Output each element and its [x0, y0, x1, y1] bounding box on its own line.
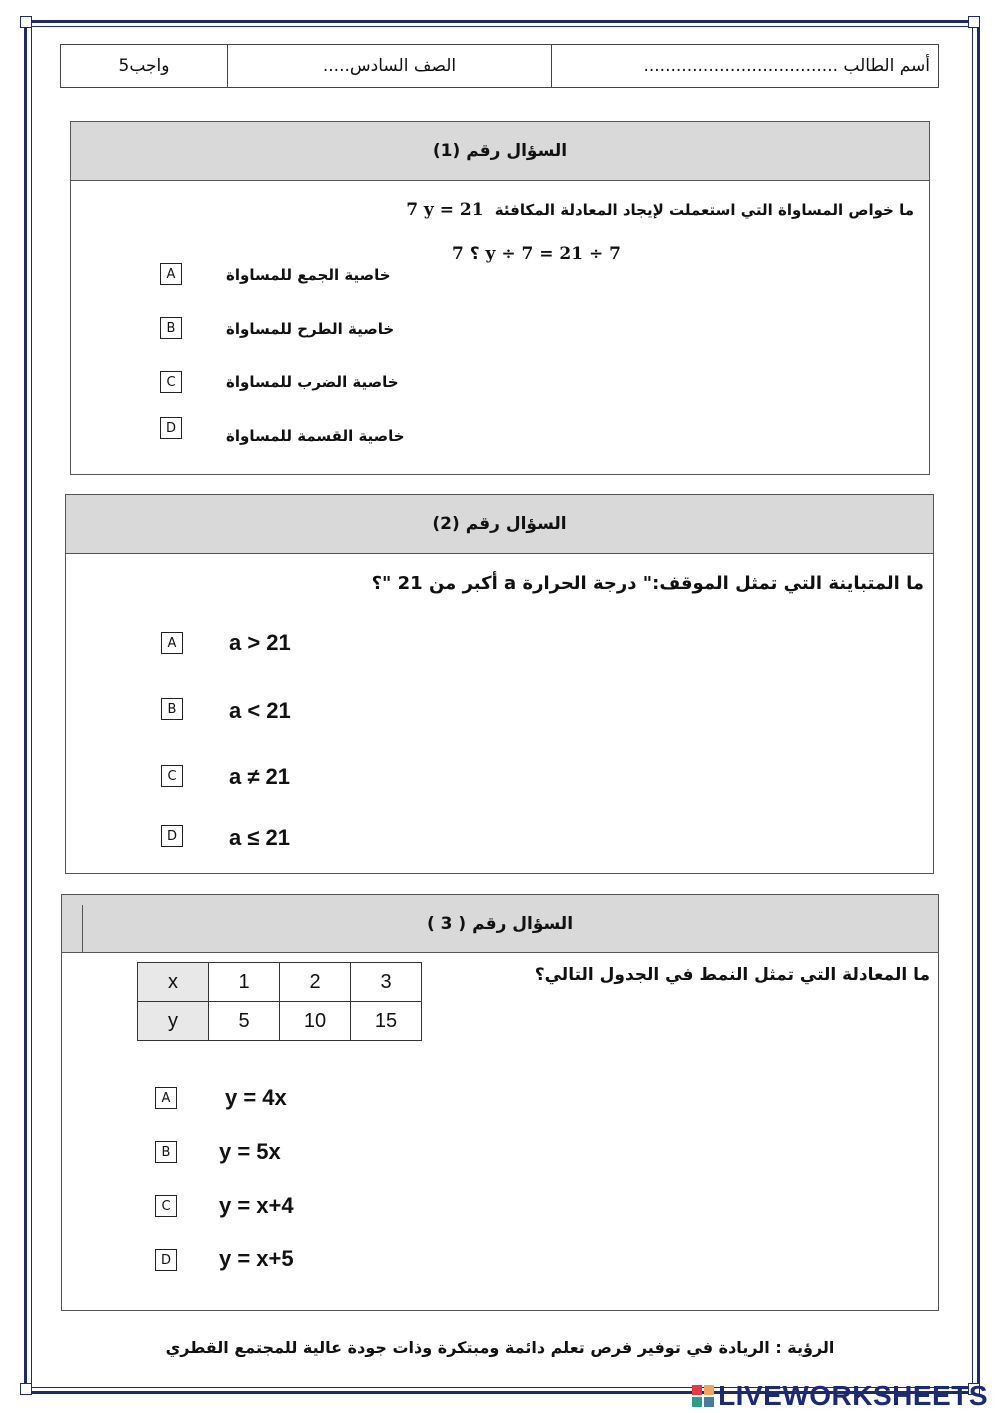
q2-option-c-checkbox[interactable]: C: [161, 765, 183, 787]
question-1-panel: [70, 121, 930, 475]
q3-option-a-label: y = 4x: [225, 1085, 287, 1110]
frame-corner: [20, 1383, 32, 1395]
frame-corner: [20, 16, 32, 28]
table-row: [138, 1002, 422, 1041]
question-2-text: ما المتباينة التي تمثل الموقف:" درجة الحرارة a أكبر من 21 "؟: [371, 573, 924, 594]
frame-corner: [968, 16, 980, 28]
table-cell-x-label: x: [138, 963, 209, 1002]
question-2-panel: [65, 494, 934, 874]
question-1-title: السؤال رقم (1): [71, 122, 929, 181]
table-cell-y-label: y: [138, 1002, 209, 1041]
q2-option-b-label: a < 21: [229, 698, 291, 723]
q1-option-a-label: خاصية الجمع للمساواة: [226, 266, 391, 284]
q1-option-b-label: خاصية الطرح للمساواة: [226, 320, 395, 338]
q2-option-b-checkbox[interactable]: B: [161, 698, 183, 720]
q3-option-a-checkbox[interactable]: A: [155, 1087, 177, 1109]
liveworksheets-logo[interactable]: [692, 1380, 988, 1412]
question-1-text: ما خواص المساواة التي استعملت لإيجاد المعادلة المكافئة 7 y = 21: [406, 200, 914, 220]
q3-option-b-checkbox[interactable]: B: [155, 1141, 177, 1163]
q3-option-d-checkbox[interactable]: D: [155, 1249, 177, 1271]
q3-option-b-label: y = 5x: [219, 1139, 281, 1164]
table-row: [138, 963, 422, 1002]
question-mark: ؟: [469, 244, 480, 264]
homework-label: واجب5: [118, 56, 170, 76]
question-3-text: ما المعادلة التي تمثل النمط في الجدول التالي؟: [534, 965, 930, 985]
q3-option-c-checkbox[interactable]: C: [155, 1195, 177, 1217]
q2-option-d-checkbox[interactable]: D: [161, 825, 183, 847]
q1-option-d-checkbox[interactable]: D: [160, 417, 182, 439]
table-cell: 5: [209, 1002, 280, 1041]
brand-text: LIVEWORKSHEETS: [718, 1380, 988, 1411]
q2-option-d-label: a ≤ 21: [229, 825, 291, 850]
header-divider: [82, 905, 83, 952]
grade-field[interactable]: الصف السادس.....: [227, 45, 551, 87]
q3-option-c-label: y = x+4: [219, 1193, 294, 1218]
question-3-title: السؤال رقم ( 3 ): [62, 895, 938, 953]
q2-option-a-label: a > 21: [229, 630, 291, 655]
q1-option-a-checkbox[interactable]: A: [160, 263, 182, 285]
equation-1: 7 y = 21: [406, 200, 484, 220]
q1-option-c-label: خاصية الضرب للمساواة: [226, 373, 399, 391]
table-cell: 10: [280, 1002, 351, 1041]
liveworksheets-icon: [692, 1385, 714, 1407]
q1-option-d-label: خاصية القسمة للمساواة: [226, 427, 405, 445]
question-2-title: السؤال رقم (2): [66, 495, 933, 554]
table-cell: 1: [209, 963, 280, 1002]
q1-option-b-checkbox[interactable]: B: [160, 317, 182, 339]
table-cell: 2: [280, 963, 351, 1002]
student-name-field[interactable]: أسم الطالب ....................................: [551, 45, 938, 87]
q1-option-c-checkbox[interactable]: C: [160, 371, 182, 393]
equation-2: 7 y ÷ 7 = 21 ÷ 7: [452, 244, 621, 264]
table-cell: 3: [351, 963, 422, 1002]
pattern-table: [137, 962, 422, 1041]
q2-option-c-label: a ≠ 21: [229, 764, 291, 789]
equation-2-row: [436, 244, 621, 264]
question-3-panel: [61, 894, 939, 1311]
q3-option-d-label: y = x+5: [219, 1246, 294, 1271]
vision-footer: الرؤية : الريادة في توفير فرص تعلم دائمة ومبتكرة وذات جودة عالية للمجتمع القطري: [165, 1338, 835, 1357]
q2-option-a-checkbox[interactable]: A: [161, 632, 183, 654]
student-info-bar: [60, 44, 939, 88]
table-cell: 15: [351, 1002, 422, 1041]
